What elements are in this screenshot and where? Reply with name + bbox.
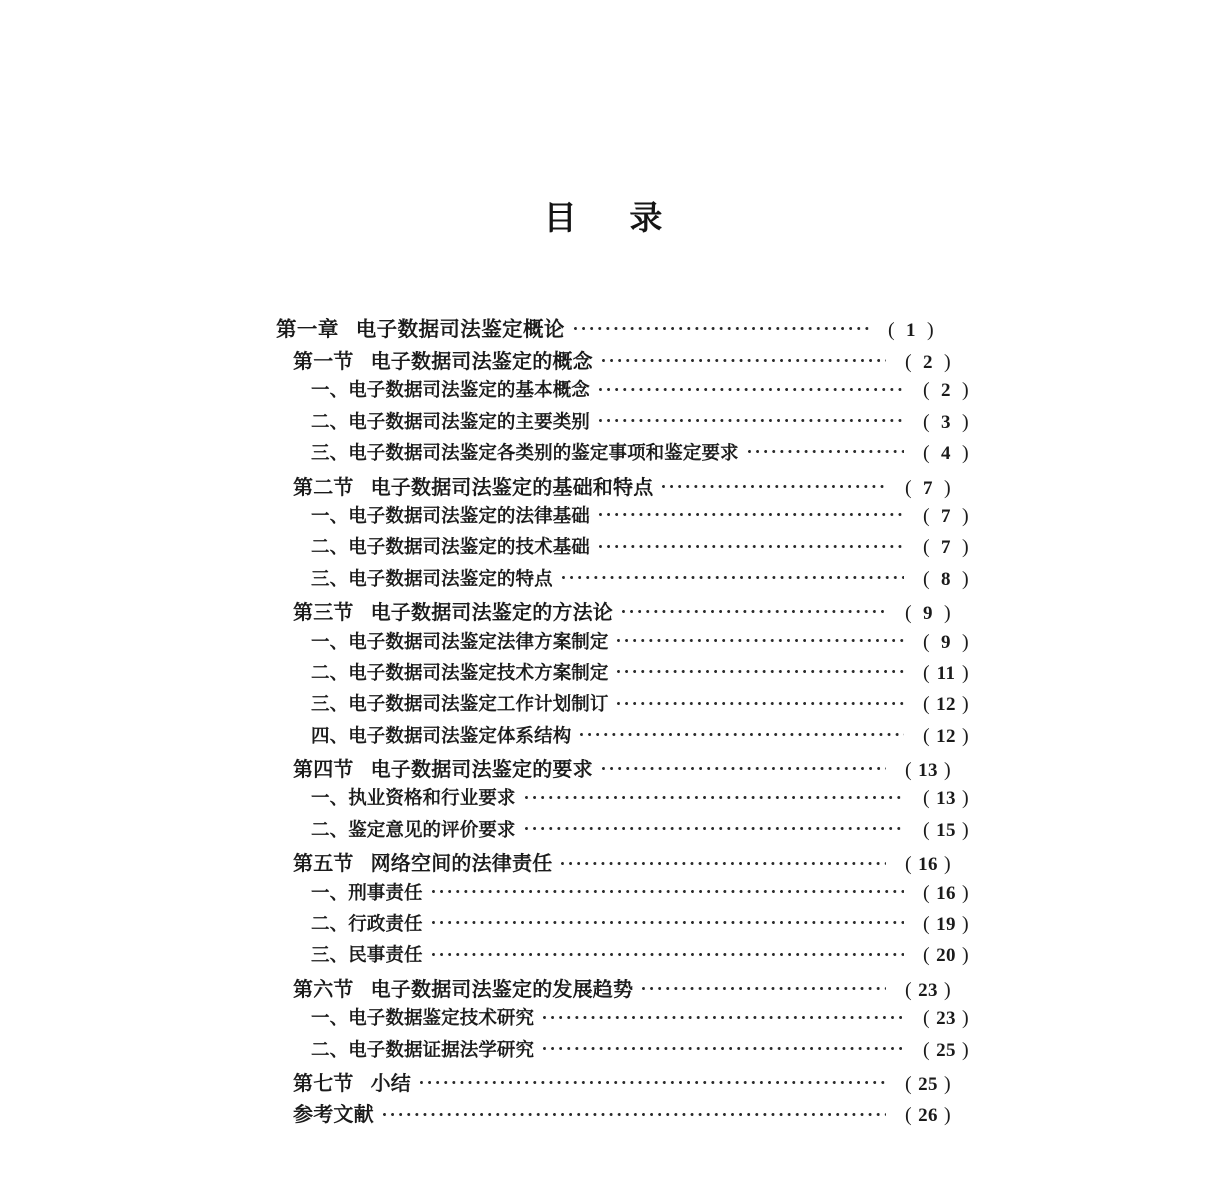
toc-entry-text: 电子数据司法鉴定各类别的鉴定事项和鉴定要求 xyxy=(348,444,739,465)
page-paren-open: ( xyxy=(922,693,930,716)
toc-entry-label xyxy=(311,408,590,434)
page-paren-open: ( xyxy=(922,630,930,653)
page-number: 13 xyxy=(936,788,956,810)
dot-leader xyxy=(748,440,904,459)
page-paren-close: ) xyxy=(962,504,970,527)
page-paren-open: ( xyxy=(922,1007,930,1030)
toc-entry-number: 二、 xyxy=(311,1040,349,1061)
page-paren-close: ) xyxy=(962,567,970,590)
page-paren-close: ) xyxy=(962,881,970,904)
dot-leader xyxy=(662,475,886,494)
toc-entry-number: 一、 xyxy=(311,1009,349,1030)
toc-entry-label xyxy=(293,596,613,625)
page-number: 3 xyxy=(941,411,951,433)
page-paren-close: ) xyxy=(944,853,952,876)
page-paren-close: ) xyxy=(944,1104,952,1127)
page-number: 26 xyxy=(918,1105,938,1127)
toc-entry-label xyxy=(311,1036,534,1062)
page-number: 1 xyxy=(906,320,916,341)
toc-entry-page xyxy=(909,882,983,905)
page-paren-open: ( xyxy=(922,442,930,465)
dot-leader xyxy=(432,911,904,930)
toc-entry[interactable] xyxy=(276,312,948,345)
dot-leader xyxy=(525,785,904,804)
toc-entry-label xyxy=(293,847,552,876)
toc-entry-page xyxy=(909,568,983,591)
toc-entry-text: 电子数据司法鉴定工作计划制订 xyxy=(348,695,609,716)
page-paren-open: ( xyxy=(922,661,930,684)
toc-entry-label xyxy=(311,533,590,559)
page-paren-close: ) xyxy=(962,379,970,402)
page-paren-open: ( xyxy=(922,818,930,841)
toc-entry[interactable] xyxy=(311,879,983,910)
toc-entry-number: 第六节 xyxy=(293,978,354,1001)
page-number: 2 xyxy=(941,380,951,402)
toc-entry-number: 三、 xyxy=(311,695,349,716)
dot-leader xyxy=(602,757,886,776)
toc-entry[interactable] xyxy=(311,533,983,564)
dot-leader xyxy=(543,1037,904,1056)
page-number: 7 xyxy=(941,505,951,527)
toc-entry-label xyxy=(311,376,590,402)
toc-entry-page xyxy=(909,411,983,434)
toc-entry-page xyxy=(909,693,983,716)
toc-entry[interactable] xyxy=(311,439,983,470)
toc-entry-text: 电子数据司法鉴定的基础和特点 xyxy=(370,476,654,499)
toc-entry[interactable] xyxy=(311,565,983,596)
page-number: 23 xyxy=(936,1008,956,1030)
toc-entry-page xyxy=(909,819,983,842)
page-number: 23 xyxy=(918,979,938,1001)
toc-entry-label xyxy=(293,1067,411,1096)
page-paren-close: ) xyxy=(944,1072,952,1095)
toc-entry-label xyxy=(293,345,593,374)
dot-leader xyxy=(617,691,904,710)
page-paren-close: ) xyxy=(962,661,970,684)
toc-entry-page xyxy=(891,1104,965,1127)
page-number: 7 xyxy=(923,477,933,499)
toc-entry-page xyxy=(909,1039,983,1062)
page-number: 19 xyxy=(936,914,956,936)
page-number: 2 xyxy=(923,352,933,373)
toc-entry-page xyxy=(891,477,965,500)
toc-entry-text: 电子数据司法鉴定的主要类别 xyxy=(348,412,590,433)
dot-leader xyxy=(602,349,886,368)
dot-leader xyxy=(599,377,904,396)
toc-entry-text: 鉴定意见的评价要求 xyxy=(348,820,516,841)
page-paren-open: ( xyxy=(904,351,912,373)
page-number: 12 xyxy=(936,694,956,716)
toc-list xyxy=(276,312,970,1130)
toc-entry-page xyxy=(891,759,965,782)
page-paren-close: ) xyxy=(962,1038,970,1061)
page-paren-open: ( xyxy=(922,913,930,936)
toc-entry[interactable] xyxy=(293,1098,965,1129)
toc-entry-text: 刑事责任 xyxy=(348,883,423,904)
page-paren-close: ) xyxy=(962,410,970,433)
toc-entry-number: 三、 xyxy=(311,444,349,465)
page-paren-open: ( xyxy=(922,724,930,747)
toc-entry[interactable] xyxy=(293,471,965,502)
toc-entry-label xyxy=(293,1098,374,1127)
page-number: 9 xyxy=(923,603,933,625)
page-number: 12 xyxy=(936,725,956,747)
page-paren-close: ) xyxy=(962,944,970,967)
toc-entry-page xyxy=(909,913,983,936)
toc-entry-number: 一、 xyxy=(311,381,349,402)
toc-entry-number: 第二节 xyxy=(293,476,354,499)
toc-entry-page xyxy=(891,979,965,1002)
toc-entry-number: 二、 xyxy=(311,412,349,433)
dot-leader xyxy=(617,660,904,679)
toc-entry-page xyxy=(909,379,983,402)
dot-leader xyxy=(642,977,886,996)
page-paren-close: ) xyxy=(944,351,952,373)
page-paren-open: ( xyxy=(904,1072,912,1095)
page-paren-close: ) xyxy=(962,693,970,716)
page-number: 25 xyxy=(918,1073,938,1095)
toc-entry-label xyxy=(311,502,590,528)
page-paren-open: ( xyxy=(922,536,930,559)
toc-entry-text: 电子数据司法鉴定概论 xyxy=(355,319,565,341)
toc-entry[interactable] xyxy=(311,722,983,753)
toc-entry-number: 一、 xyxy=(311,632,349,653)
toc-entry-page xyxy=(909,944,983,967)
toc-entry-page xyxy=(909,662,983,685)
toc-entry[interactable] xyxy=(311,408,983,439)
toc-entry[interactable] xyxy=(311,690,983,721)
toc-entry-label xyxy=(311,659,608,685)
toc-entry-label xyxy=(293,471,653,500)
page-paren-open: ( xyxy=(922,379,930,402)
toc-entry-number: 四、 xyxy=(311,726,349,747)
toc-entry-page xyxy=(909,442,983,465)
toc-entry-label xyxy=(311,816,516,842)
dot-leader xyxy=(599,534,904,553)
toc-entry-number: 一、 xyxy=(311,506,349,527)
page-paren-close: ) xyxy=(962,442,970,465)
page-title: 目 录 xyxy=(543,201,673,237)
page-paren-open: ( xyxy=(922,567,930,590)
toc-entry-text: 电子数据司法鉴定的技术基础 xyxy=(348,538,590,559)
toc-entry[interactable] xyxy=(311,910,983,941)
dot-leader xyxy=(432,880,904,899)
dot-leader xyxy=(432,942,904,961)
toc-entry-number: 第七节 xyxy=(293,1072,354,1095)
dot-leader xyxy=(420,1071,886,1090)
dot-leader xyxy=(622,600,886,619)
dot-leader xyxy=(561,851,886,870)
toc-entry-page xyxy=(891,351,965,374)
toc-entry-number: 参考文献 xyxy=(293,1104,374,1127)
toc-entry[interactable] xyxy=(311,628,983,659)
dot-leader xyxy=(562,566,904,585)
toc-entry-number: 第三节 xyxy=(293,602,354,625)
toc-entry-text: 电子数据司法鉴定的方法论 xyxy=(370,602,614,625)
toc-entry-number: 二、 xyxy=(311,663,349,684)
toc-entry-text: 网络空间的法律责任 xyxy=(370,853,553,876)
page-paren-open: ( xyxy=(922,410,930,433)
page-paren-close: ) xyxy=(944,602,952,625)
dot-leader xyxy=(599,409,904,428)
page-paren-open: ( xyxy=(904,978,912,1001)
toc-entry-text: 电子数据司法鉴定的概念 xyxy=(370,351,593,373)
toc-entry[interactable] xyxy=(311,941,983,972)
toc-entry-text: 电子数据司法鉴定的特点 xyxy=(348,569,553,590)
page-paren-open: ( xyxy=(904,476,912,499)
page-paren-open: ( xyxy=(887,319,895,341)
page-paren-close: ) xyxy=(944,759,952,782)
toc-entry-page xyxy=(909,787,983,810)
toc-entry[interactable] xyxy=(311,502,983,533)
toc-entry-page xyxy=(909,1007,983,1030)
toc-entry[interactable] xyxy=(311,659,983,690)
toc-entry-text: 民事责任 xyxy=(348,946,423,967)
toc-entry[interactable] xyxy=(293,596,965,627)
toc-entry[interactable] xyxy=(293,753,965,784)
toc-entry[interactable] xyxy=(293,345,965,376)
page-paren-close: ) xyxy=(962,724,970,747)
toc-entry-page xyxy=(874,319,948,342)
page-number: 13 xyxy=(918,760,938,782)
toc-entry-number: 二、 xyxy=(311,915,349,936)
toc-entry-page xyxy=(909,505,983,528)
page-paren-close: ) xyxy=(962,630,970,653)
toc-entry[interactable] xyxy=(311,816,983,847)
toc-entry-number: 三、 xyxy=(311,569,349,590)
page-paren-close: ) xyxy=(962,913,970,936)
toc-entry-label xyxy=(311,628,608,654)
toc-entry-label xyxy=(311,1004,534,1030)
page-paren-open: ( xyxy=(922,944,930,967)
toc-entry-number: 第五节 xyxy=(293,853,354,876)
toc-entry-text: 行政责任 xyxy=(348,915,423,936)
page-paren-close: ) xyxy=(944,476,952,499)
toc-entry-label xyxy=(311,690,608,716)
page-paren-close: ) xyxy=(944,978,952,1001)
page-paren-open: ( xyxy=(904,1104,912,1127)
toc-entry-page xyxy=(909,725,983,748)
toc-entry-label xyxy=(276,312,565,342)
toc-entry-text: 电子数据司法鉴定的基本概念 xyxy=(348,381,590,402)
toc-entry[interactable] xyxy=(311,1036,983,1067)
page-number: 7 xyxy=(941,537,951,559)
toc-entry-text: 电子数据司法鉴定技术方案制定 xyxy=(348,663,609,684)
page-paren-open: ( xyxy=(904,759,912,782)
toc-entry-page xyxy=(891,602,965,625)
toc-entry-text: 执业资格和行业要求 xyxy=(348,789,516,810)
page-number: 4 xyxy=(941,443,951,465)
toc-entry-number: 第一章 xyxy=(276,319,339,341)
toc-entry-text: 电子数据鉴定技术研究 xyxy=(348,1009,535,1030)
page-number: 16 xyxy=(918,854,938,876)
dot-leader xyxy=(617,629,904,648)
toc-entry-label xyxy=(311,722,571,748)
dot-leader xyxy=(383,1102,886,1121)
page-paren-close: ) xyxy=(962,1007,970,1030)
page-number: 16 xyxy=(936,882,956,904)
page-number: 8 xyxy=(941,568,951,590)
page-paren-open: ( xyxy=(922,881,930,904)
toc-entry[interactable] xyxy=(293,1067,965,1098)
toc-entry-label xyxy=(311,565,553,591)
toc-entry-number: 二、 xyxy=(311,538,349,559)
page-number: 11 xyxy=(936,662,956,684)
toc-entry-label xyxy=(311,439,739,465)
toc-entry-label xyxy=(293,973,633,1002)
page-paren-open: ( xyxy=(904,853,912,876)
toc-entry[interactable] xyxy=(311,784,983,815)
page-paren-open: ( xyxy=(904,602,912,625)
toc-entry-page xyxy=(909,631,983,654)
page-paren-open: ( xyxy=(922,504,930,527)
toc-entry-text: 电子数据司法鉴定的要求 xyxy=(370,759,593,782)
dot-leader xyxy=(580,723,904,742)
toc-entry-label xyxy=(311,784,516,810)
toc-entry-label xyxy=(311,941,423,967)
toc-entry-number: 二、 xyxy=(311,820,349,841)
toc-entry[interactable] xyxy=(293,973,965,1004)
dot-leader xyxy=(525,817,904,836)
toc-entry-label xyxy=(311,879,423,905)
toc-entry-label xyxy=(293,753,593,782)
toc-entry-text: 电子数据司法鉴定体系结构 xyxy=(348,726,572,747)
toc-entry-page xyxy=(891,1073,965,1096)
page-number: 9 xyxy=(941,631,951,653)
toc-entry-text: 电子数据司法鉴定法律方案制定 xyxy=(348,632,609,653)
toc-entry-text: 小结 xyxy=(370,1072,412,1095)
dot-leader xyxy=(599,503,904,522)
toc-entry-text: 电子数据证据法学研究 xyxy=(348,1040,535,1061)
toc-entry-number: 三、 xyxy=(311,946,349,967)
toc-entry-number: 第一节 xyxy=(293,351,354,373)
toc-entry-number: 一、 xyxy=(311,789,349,810)
page-paren-close: ) xyxy=(962,787,970,810)
page-paren-close: ) xyxy=(962,536,970,559)
toc-entry[interactable] xyxy=(311,376,983,407)
page-number: 20 xyxy=(936,945,956,967)
page-paren-open: ( xyxy=(922,1038,930,1061)
toc-entry-label xyxy=(311,910,423,936)
toc-entry-number: 第四节 xyxy=(293,759,354,782)
toc-entry[interactable] xyxy=(311,1004,983,1035)
page-number: 25 xyxy=(936,1039,956,1061)
dot-leader xyxy=(574,317,869,336)
toc-entry-number: 一、 xyxy=(311,883,349,904)
page-paren-close: ) xyxy=(927,319,935,341)
page-paren-close: ) xyxy=(962,818,970,841)
page-paren-open: ( xyxy=(922,787,930,810)
toc-entry-page xyxy=(909,536,983,559)
toc-entry[interactable] xyxy=(293,847,965,878)
page-number: 15 xyxy=(936,819,956,841)
toc-entry-text: 电子数据司法鉴定的法律基础 xyxy=(348,506,590,527)
toc-entry-text: 电子数据司法鉴定的发展趋势 xyxy=(370,978,634,1001)
toc-entry-page xyxy=(891,853,965,876)
dot-leader xyxy=(543,1005,904,1024)
